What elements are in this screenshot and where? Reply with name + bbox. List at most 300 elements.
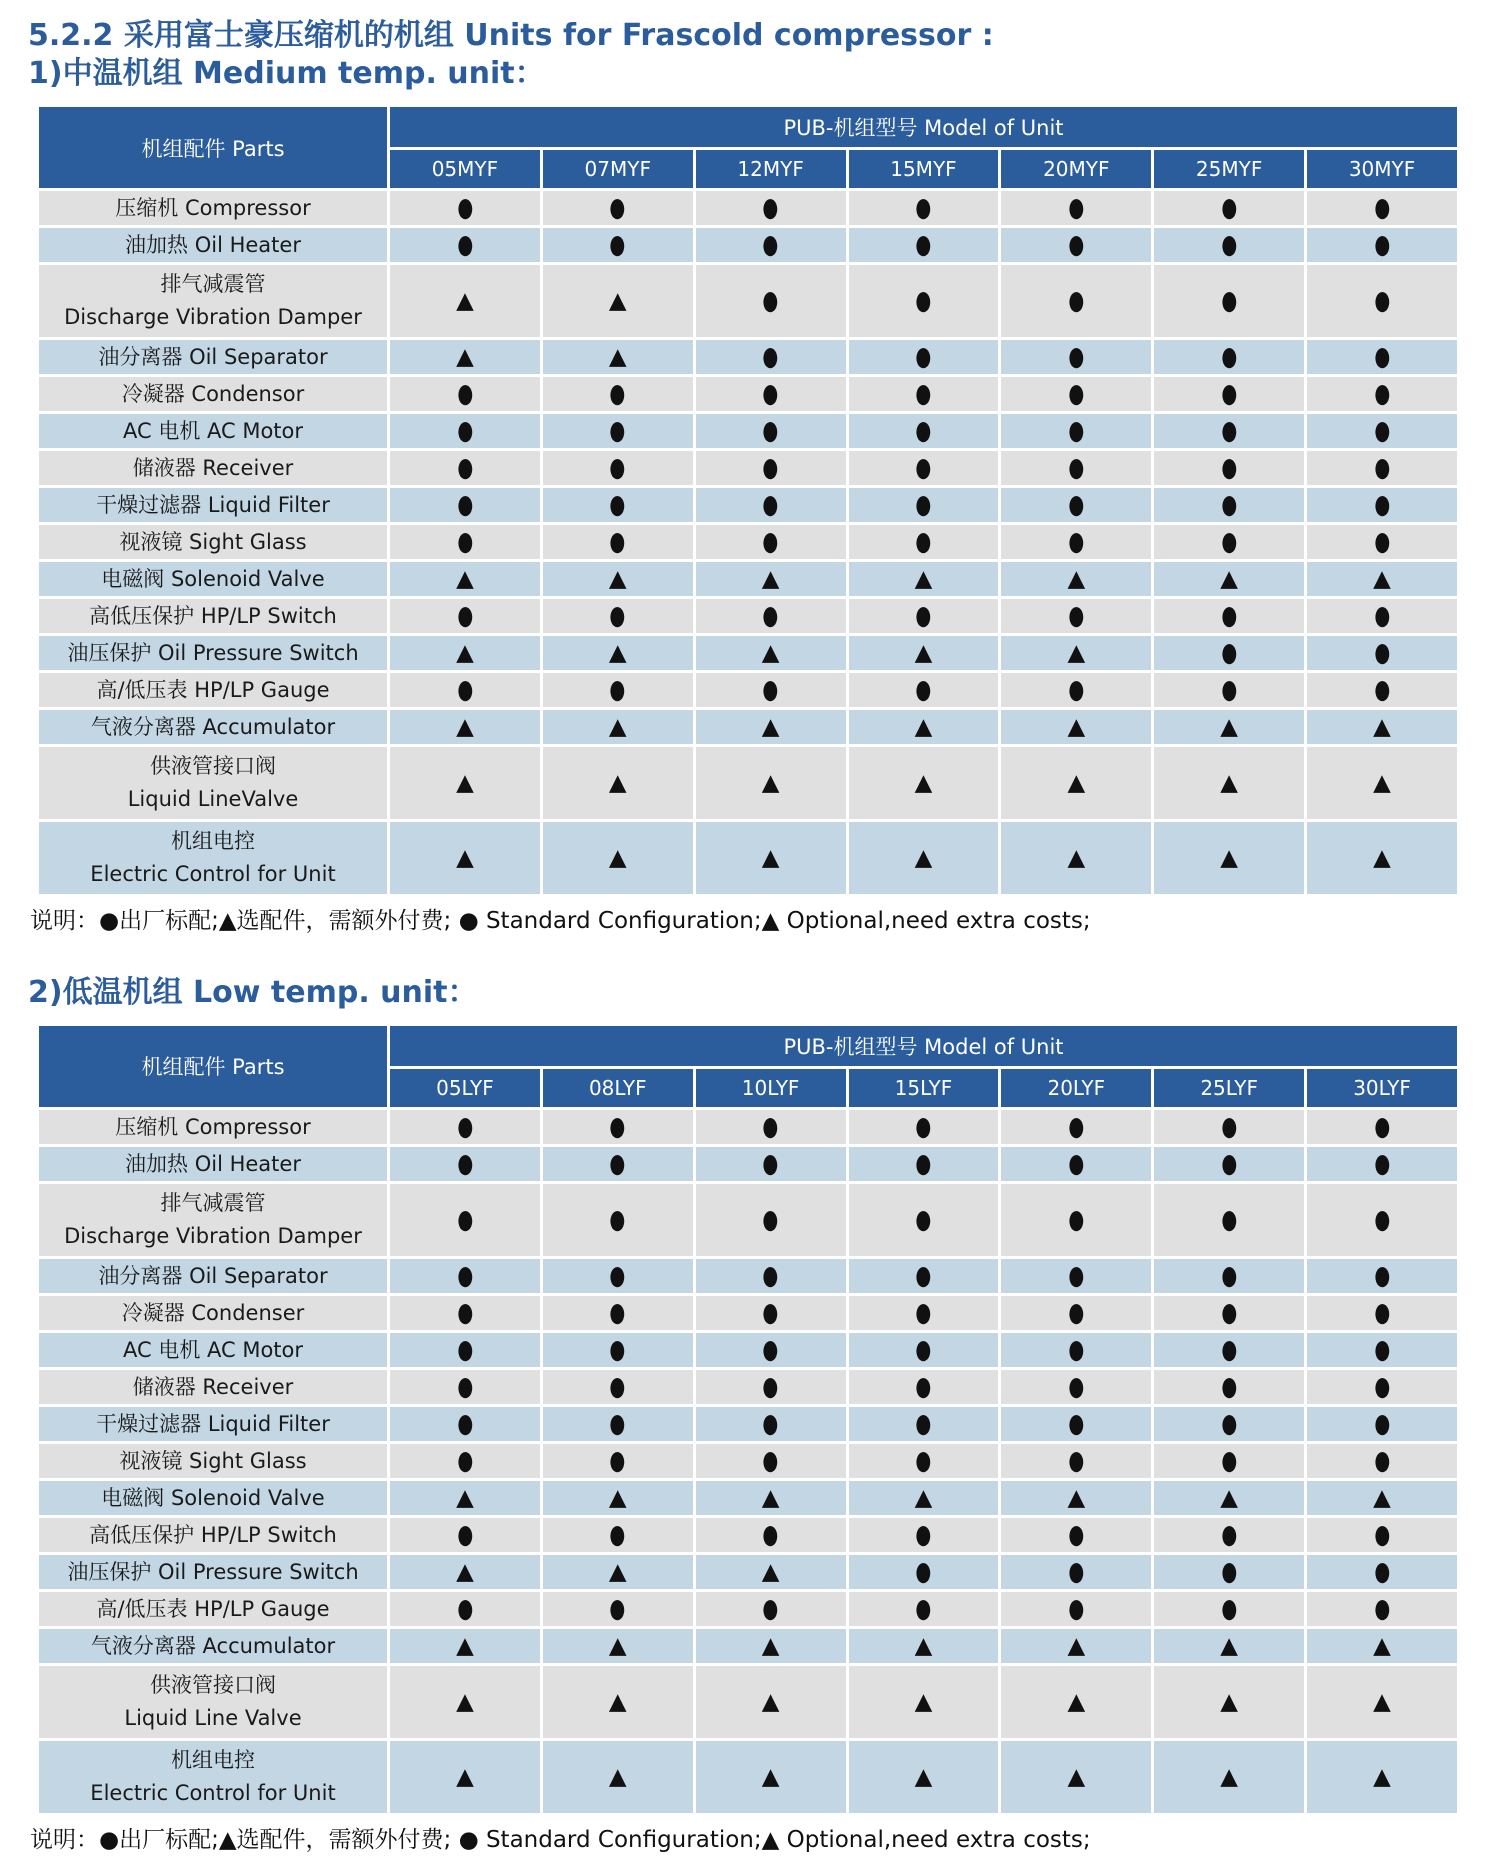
configuration-cell: [1001, 1592, 1151, 1626]
optional-config-mark: ▲: [914, 1484, 933, 1511]
table-row: [39, 1555, 1457, 1589]
configuration-cell: [1154, 747, 1304, 819]
configuration-cell: [1307, 1407, 1457, 1441]
configuration-cell: [543, 1110, 693, 1144]
standard-config-mark: ●: [456, 1334, 473, 1366]
standard-config-mark: ●: [1221, 341, 1238, 373]
part-name-line: 压缩机 Compressor: [115, 195, 311, 220]
part-name-line: 干燥过滤器 Liquid Filter: [96, 492, 330, 517]
standard-config-mark: ●: [1221, 452, 1238, 484]
configuration-cell: [390, 1184, 540, 1256]
configuration-cell: [1001, 599, 1151, 633]
configuration-cell: [849, 747, 999, 819]
configuration-cell: [696, 1629, 846, 1663]
configuration-cell: [696, 1407, 846, 1441]
standard-config-mark: ●: [609, 1260, 626, 1292]
configuration-cell: [543, 1444, 693, 1478]
standard-config-mark: ●: [609, 1204, 626, 1236]
configuration-cell: [696, 414, 846, 448]
standard-config-mark: ●: [915, 1148, 932, 1180]
part-name-cell: [39, 377, 387, 411]
standard-config-mark: ●: [1374, 600, 1390, 632]
optional-config-mark: ▲: [1067, 714, 1086, 740]
part-name-line: 油分离器 Oil Separator: [98, 344, 328, 369]
configuration-cell: [390, 1296, 540, 1330]
part-name-line: 油加热 Oil Heater: [125, 1151, 301, 1176]
table-row: [39, 1741, 1457, 1813]
standard-config-mark: ●: [456, 1445, 473, 1477]
configuration-cell: [1154, 1147, 1304, 1181]
table-section-medium-temp: [28, 56, 1464, 937]
optional-config-mark: ▲: [1220, 845, 1238, 871]
optional-config-mark: ▲: [1067, 1484, 1086, 1511]
configuration-cell: [696, 1481, 846, 1515]
configuration-cell: [1154, 1444, 1304, 1478]
standard-config-mark: ●: [915, 1556, 932, 1588]
configuration-cell: [390, 1147, 540, 1181]
standard-config-mark: ●: [762, 1148, 779, 1180]
standard-config-mark: ●: [762, 1408, 779, 1440]
table-row: [39, 673, 1457, 707]
optional-config-mark: ▲: [456, 845, 474, 871]
standard-config-mark: ●: [609, 1593, 626, 1625]
configuration-cell: [1154, 525, 1304, 559]
configuration-cell: [849, 1147, 999, 1181]
configuration-cell: [1154, 1629, 1304, 1663]
configuration-cell: [1307, 191, 1457, 225]
configuration-cell: [696, 1555, 846, 1589]
configuration-cell: [1307, 1629, 1457, 1663]
configuration-cell: [390, 1666, 540, 1738]
configuration-cell: [1307, 1184, 1457, 1256]
standard-config-mark: ●: [609, 1445, 626, 1477]
standard-config-mark: ●: [1221, 1593, 1238, 1625]
standard-config-mark: ●: [915, 341, 932, 373]
table-row: [39, 1110, 1457, 1144]
configuration-cell: [1001, 1407, 1151, 1441]
model-column-header: 15LYF: [849, 1069, 999, 1107]
part-name-line: 储液器 Receiver: [132, 1374, 294, 1399]
standard-config-mark: ●: [456, 1593, 473, 1625]
configuration-cell: [849, 1296, 999, 1330]
table-row: [39, 1296, 1457, 1330]
standard-config-mark: ●: [1374, 1148, 1390, 1180]
standard-config-mark: ●: [456, 378, 473, 410]
configuration-cell: [1154, 1518, 1304, 1552]
part-name-cell: [39, 1333, 387, 1367]
configuration-cell: [543, 414, 693, 448]
configuration-cell: [1307, 562, 1457, 596]
part-name-line: 电磁阀 Solenoid Valve: [101, 1485, 325, 1510]
configuration-cell: [390, 265, 540, 337]
configuration-cell: [696, 377, 846, 411]
configuration-cell: [543, 673, 693, 707]
configuration-cell: [1154, 1370, 1304, 1404]
optional-config-mark: ▲: [608, 566, 627, 592]
model-column-header: 25MYF: [1154, 150, 1304, 188]
parts-header-cell: 机组配件 Parts: [39, 1026, 387, 1107]
configuration-cell: [1307, 1555, 1457, 1589]
standard-config-mark: ●: [456, 1204, 473, 1236]
configuration-cell: [543, 1259, 693, 1293]
table-row: [39, 1518, 1457, 1552]
configuration-cell: [1001, 377, 1151, 411]
configuration-cell: [1307, 1666, 1457, 1738]
configuration-cell: [696, 562, 846, 596]
configuration-cell: [1001, 1296, 1151, 1330]
configuration-cell: [543, 710, 693, 744]
standard-config-mark: ●: [1068, 1593, 1085, 1625]
model-column-header: 07MYF: [543, 150, 693, 188]
standard-config-mark: ●: [456, 1260, 473, 1292]
configuration-cell: [1154, 191, 1304, 225]
parts-table-medium-temp: [36, 104, 1460, 897]
configuration-cell: [1001, 265, 1151, 337]
standard-config-mark: ●: [1374, 1334, 1390, 1366]
standard-config-mark: ●: [762, 378, 779, 410]
table-row: [39, 1333, 1457, 1367]
standard-config-mark: ●: [1374, 415, 1390, 447]
configuration-cell: [543, 1333, 693, 1367]
configuration-cell: [390, 710, 540, 744]
configuration-cell: [849, 710, 999, 744]
configuration-cell: [390, 1741, 540, 1813]
model-column-header: 12MYF: [696, 150, 846, 188]
table-row: [39, 1666, 1457, 1738]
configuration-cell: [696, 451, 846, 485]
standard-config-mark: ●: [1374, 229, 1390, 261]
configuration-cell: [849, 340, 999, 374]
configuration-cell: [1307, 1333, 1457, 1367]
optional-config-mark: ▲: [914, 770, 933, 796]
configuration-cell: [696, 710, 846, 744]
optional-config-mark: ▲: [1067, 640, 1086, 666]
model-of-unit-header: PUB-机组型号 Model of Unit: [390, 1026, 1457, 1066]
configuration-cell: [696, 1592, 846, 1626]
standard-config-mark: ●: [1221, 637, 1238, 669]
table-row: [39, 1184, 1457, 1256]
standard-config-mark: ●: [1068, 229, 1085, 261]
configuration-cell: [543, 265, 693, 337]
optional-config-mark: ▲: [761, 1484, 780, 1511]
standard-config-mark: ●: [762, 1445, 779, 1477]
configuration-cell: [1307, 340, 1457, 374]
standard-config-mark: ●: [609, 1297, 626, 1329]
model-column-header: 30LYF: [1307, 1069, 1457, 1107]
configuration-cell: [1307, 228, 1457, 262]
part-name-cell: [39, 488, 387, 522]
configuration-cell: [849, 1592, 999, 1626]
standard-config-mark: ●: [1374, 1371, 1390, 1403]
standard-config-mark: ●: [915, 1519, 932, 1551]
optional-config-mark: ▲: [1373, 1484, 1391, 1511]
configuration-cell: [1307, 1518, 1457, 1552]
part-name-cell: [39, 1184, 387, 1256]
table-body: [39, 1110, 1457, 1813]
optional-config-mark: ▲: [608, 1632, 627, 1659]
standard-config-mark: ●: [1221, 526, 1238, 558]
part-name-cell: [39, 562, 387, 596]
standard-config-mark: ●: [609, 600, 626, 632]
configuration-cell: [1001, 1629, 1151, 1663]
optional-config-mark: ▲: [1220, 1632, 1238, 1659]
configuration-cell: [1001, 228, 1151, 262]
configuration-cell: [696, 340, 846, 374]
standard-config-mark: ●: [1374, 1260, 1390, 1292]
standard-config-mark: ●: [762, 674, 779, 706]
model-column-header: 10LYF: [696, 1069, 846, 1107]
configuration-cell: [1001, 747, 1151, 819]
configuration-cell: [390, 1555, 540, 1589]
configuration-cell: [1001, 673, 1151, 707]
optional-config-mark: ▲: [1067, 1632, 1086, 1659]
configuration-cell: [1307, 1592, 1457, 1626]
configuration-cell: [1307, 1296, 1457, 1330]
optional-config-mark: ▲: [1220, 1763, 1238, 1790]
configuration-cell: [849, 1666, 999, 1738]
standard-config-mark: ●: [1221, 1204, 1238, 1236]
optional-config-mark: ▲: [1373, 845, 1391, 871]
table-row: [39, 822, 1457, 894]
standard-config-mark: ●: [915, 1371, 932, 1403]
standard-config-mark: ●: [1374, 1593, 1390, 1625]
legend-note-medium-temp: 说明：●出厂标配;▲选配件，需额外付费; ● Standard Configuration;▲ Optional,need extra costs;: [30, 908, 1091, 934]
optional-config-mark: ▲: [1373, 770, 1391, 796]
part-name-cell: [39, 525, 387, 559]
configuration-cell: [1001, 488, 1151, 522]
configuration-cell: [390, 636, 540, 670]
standard-config-mark: ●: [1068, 378, 1085, 410]
optional-config-mark: ▲: [1220, 1688, 1238, 1715]
standard-config-mark: ●: [1374, 378, 1390, 410]
configuration-cell: [696, 525, 846, 559]
optional-config-mark: ▲: [456, 344, 474, 370]
optional-config-mark: ▲: [608, 1763, 627, 1790]
standard-config-mark: ●: [1221, 1334, 1238, 1366]
configuration-cell: [696, 1333, 846, 1367]
standard-config-mark: ●: [1068, 1204, 1085, 1236]
optional-config-mark: ▲: [456, 770, 474, 796]
configuration-cell: [1154, 451, 1304, 485]
part-name-line: 供液管接口阀: [150, 1673, 276, 1698]
optional-config-mark: ▲: [1067, 566, 1086, 592]
standard-config-mark: ●: [456, 674, 473, 706]
configuration-cell: [390, 822, 540, 894]
table-row: [39, 1259, 1457, 1293]
part-name-line: 高低压保护 HP/LP Switch: [89, 1522, 337, 1547]
standard-config-mark: ●: [915, 452, 932, 484]
subtitle-medium-temp-unit: 1)中温机组 Medium temp. unit：: [28, 56, 545, 91]
configuration-cell: [1154, 340, 1304, 374]
configuration-cell: [849, 1184, 999, 1256]
standard-config-mark: ●: [456, 1408, 473, 1440]
configuration-cell: [696, 822, 846, 894]
configuration-cell: [543, 451, 693, 485]
configuration-cell: [696, 1296, 846, 1330]
configuration-cell: [849, 1444, 999, 1478]
table-row: [39, 377, 1457, 411]
subtitle-low-temp-unit: 2)低温机组 Low temp. unit：: [28, 974, 478, 1010]
part-name-line: 油压保护 Oil Pressure Switch: [67, 1559, 359, 1584]
part-name-line: 高/低压表 HP/LP Gauge: [96, 1596, 330, 1621]
configuration-cell: [543, 377, 693, 411]
optional-config-mark: ▲: [456, 566, 474, 592]
configuration-cell: [1307, 673, 1457, 707]
part-name-cell: [39, 228, 387, 262]
standard-config-mark: ●: [1221, 415, 1238, 447]
standard-config-mark: ●: [1221, 1297, 1238, 1329]
table-row: [39, 265, 1457, 337]
standard-config-mark: ●: [456, 489, 473, 521]
standard-config-mark: ●: [1068, 192, 1085, 224]
configuration-cell: [1307, 599, 1457, 633]
configuration-cell: [1001, 710, 1151, 744]
standard-config-mark: ●: [456, 526, 473, 558]
configuration-cell: [543, 340, 693, 374]
standard-config-mark: ●: [1221, 1556, 1238, 1588]
standard-config-mark: ●: [1068, 452, 1085, 484]
standard-config-mark: ●: [1068, 1371, 1085, 1403]
model-column-header: 05LYF: [390, 1069, 540, 1107]
optional-config-mark: ▲: [1067, 845, 1086, 871]
standard-config-mark: ●: [1221, 674, 1238, 706]
configuration-cell: [1154, 822, 1304, 894]
part-name-cell: [39, 822, 387, 894]
standard-config-mark: ●: [1374, 674, 1390, 706]
standard-config-mark: ●: [762, 285, 779, 317]
standard-config-mark: ●: [1374, 1445, 1390, 1477]
configuration-cell: [849, 673, 999, 707]
part-name-line: Liquid LineValve: [127, 787, 299, 811]
configuration-cell: [1307, 525, 1457, 559]
standard-config-mark: ●: [762, 1111, 779, 1143]
table-body: [39, 191, 1457, 894]
configuration-cell: [390, 451, 540, 485]
part-name-line: 视液镜 Sight Glass: [119, 529, 307, 554]
standard-config-mark: ●: [1374, 452, 1390, 484]
configuration-cell: [1307, 747, 1457, 819]
table-row: [39, 1370, 1457, 1404]
part-name-cell: [39, 1444, 387, 1478]
part-name-line: Discharge Vibration Damper: [64, 305, 362, 329]
configuration-cell: [1001, 1481, 1151, 1515]
configuration-cell: [1307, 710, 1457, 744]
table-row: [39, 340, 1457, 374]
configuration-cell: [696, 1184, 846, 1256]
configuration-cell: [390, 1592, 540, 1626]
configuration-cell: [849, 1555, 999, 1589]
part-name-cell: [39, 1518, 387, 1552]
configuration-cell: [1154, 1481, 1304, 1515]
standard-config-mark: ●: [609, 1148, 626, 1180]
standard-config-mark: ●: [1068, 1260, 1085, 1292]
standard-config-mark: ●: [1221, 1260, 1238, 1292]
optional-config-mark: ▲: [1373, 714, 1391, 740]
configuration-cell: [390, 1110, 540, 1144]
configuration-cell: [390, 1518, 540, 1552]
standard-config-mark: ●: [915, 526, 932, 558]
standard-config-mark: ●: [456, 600, 473, 632]
configuration-cell: [1307, 377, 1457, 411]
configuration-cell: [696, 747, 846, 819]
standard-config-mark: ●: [1068, 1111, 1085, 1143]
standard-config-mark: ●: [609, 415, 626, 447]
configuration-cell: [390, 1481, 540, 1515]
configuration-cell: [390, 1333, 540, 1367]
standard-config-mark: ●: [456, 1519, 473, 1551]
configuration-cell: [1001, 1741, 1151, 1813]
standard-config-mark: ●: [1374, 1204, 1390, 1236]
configuration-cell: [1154, 1110, 1304, 1144]
optional-config-mark: ▲: [1373, 1763, 1391, 1790]
configuration-cell: [543, 1370, 693, 1404]
part-name-line: Liquid Line Valve: [124, 1705, 302, 1730]
configuration-cell: [849, 265, 999, 337]
part-name-line: 储液器 Receiver: [132, 455, 294, 480]
configuration-cell: [390, 414, 540, 448]
table-row: [39, 562, 1457, 596]
model-column-header: 08LYF: [543, 1069, 693, 1107]
standard-config-mark: ●: [1068, 489, 1085, 521]
configuration-cell: [543, 1666, 693, 1738]
configuration-cell: [1307, 1370, 1457, 1404]
optional-config-mark: ▲: [914, 1632, 933, 1659]
configuration-cell: [1307, 451, 1457, 485]
configuration-cell: [696, 265, 846, 337]
standard-config-mark: ●: [1068, 341, 1085, 373]
standard-config-mark: ●: [1374, 1297, 1390, 1329]
model-column-header: 20LYF: [1001, 1069, 1151, 1107]
configuration-cell: [1001, 1110, 1151, 1144]
optional-config-mark: ▲: [761, 566, 780, 592]
configuration-cell: [1001, 451, 1151, 485]
part-name-line: 高低压保护 HP/LP Switch: [89, 603, 337, 628]
configuration-cell: [696, 599, 846, 633]
part-name-line: Discharge Vibration Damper: [64, 1223, 362, 1248]
part-name-cell: [39, 1259, 387, 1293]
configuration-cell: [1307, 636, 1457, 670]
optional-config-mark: ▲: [914, 714, 933, 740]
standard-config-mark: ●: [1221, 1148, 1238, 1180]
standard-config-mark: ●: [456, 192, 473, 224]
configuration-cell: [849, 599, 999, 633]
configuration-cell: [849, 1333, 999, 1367]
standard-config-mark: ●: [915, 285, 932, 317]
standard-config-mark: ●: [915, 1408, 932, 1440]
standard-config-mark: ●: [1374, 1519, 1390, 1551]
section-title: 5.2.2 采用富士豪压缩机的机组 Units for Frascold compressor :: [28, 18, 994, 53]
configuration-cell: [1154, 228, 1304, 262]
table-section-low-temp: [28, 975, 1464, 1856]
standard-config-mark: ●: [609, 378, 626, 410]
optional-config-mark: ▲: [1373, 566, 1391, 592]
optional-config-mark: ▲: [761, 1558, 780, 1585]
standard-config-mark: ●: [1068, 1519, 1085, 1551]
standard-config-mark: ●: [915, 1204, 932, 1236]
part-name-line: 视液镜 Sight Glass: [119, 1448, 307, 1473]
optional-config-mark: ▲: [1373, 1688, 1391, 1715]
configuration-cell: [849, 636, 999, 670]
standard-config-mark: ●: [762, 229, 779, 261]
standard-config-mark: ●: [1221, 378, 1238, 410]
standard-config-mark: ●: [609, 1111, 626, 1143]
header-row-top: [39, 107, 1457, 147]
configuration-cell: [543, 747, 693, 819]
table-row: [39, 1407, 1457, 1441]
part-name-line: 机组电控: [171, 829, 255, 854]
standard-config-mark: ●: [1374, 637, 1390, 669]
table-row: [39, 451, 1457, 485]
